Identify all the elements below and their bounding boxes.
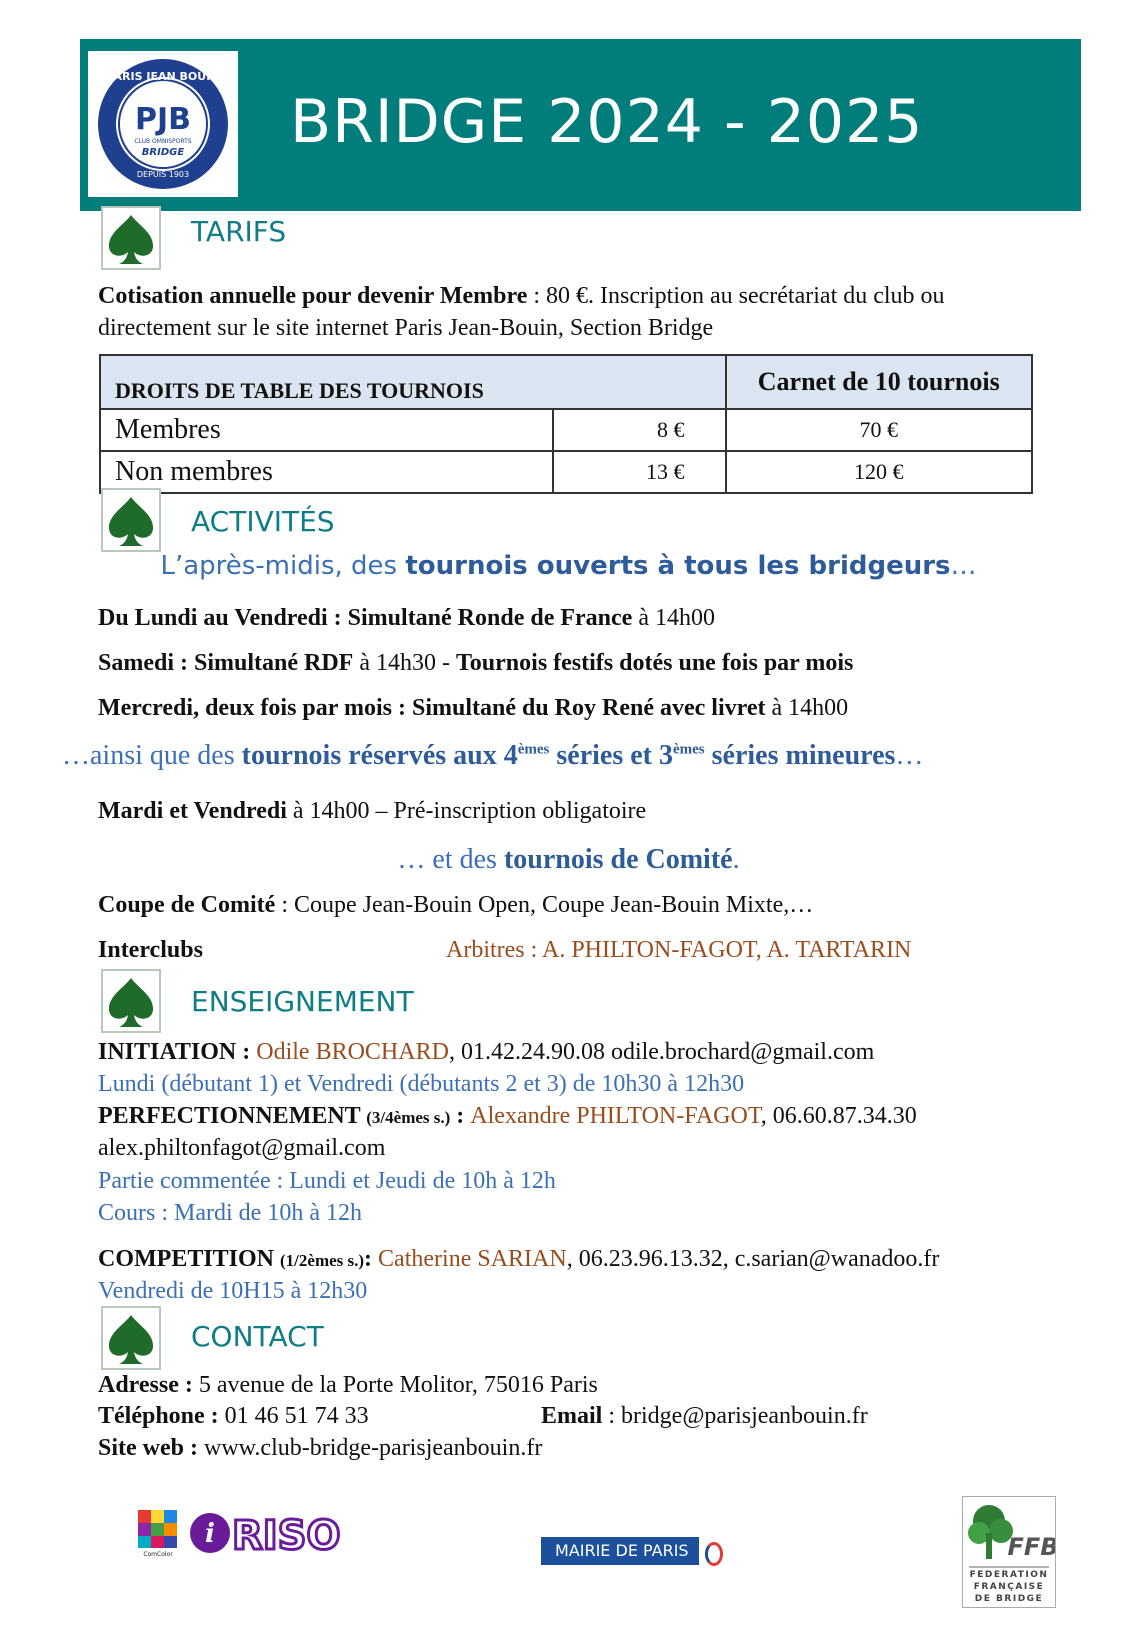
logo-bottom-text: DEPUIS 1903 <box>136 170 190 179</box>
teacher-name: Alexandre PHILTON-FAGOT <box>470 1103 761 1129</box>
contact-phone <box>98 1403 369 1430</box>
logo-sub2: BRIDGE <box>141 147 185 158</box>
section-title-contact: CONTACT <box>191 1320 324 1353</box>
mairie-flag-icon <box>699 1537 721 1565</box>
line-text: à 14h00 <box>632 605 715 631</box>
activites-line5 <box>98 892 813 919</box>
contact-email <box>541 1403 868 1430</box>
teacher-name: Odile BROCHARD <box>256 1039 449 1065</box>
pjb-logo-icon <box>88 51 238 197</box>
table-cell-price: 13 € <box>553 451 725 493</box>
activites-line4 <box>98 798 646 825</box>
tarifs-cotisation-label: Cotisation annuelle pour devenir Membre <box>98 283 528 309</box>
section-title-tarifs: TARIFS <box>191 215 287 248</box>
table-row <box>100 451 1032 493</box>
ffb-label: FFB <box>1007 1533 1055 1561</box>
competition-line <box>98 1246 939 1273</box>
interclubs-label: Interclubs <box>98 937 203 963</box>
line-text: à 14h00 <box>765 695 849 721</box>
svg-text:i: i <box>205 1519 215 1549</box>
club-logo <box>88 51 238 197</box>
line-bold: Tournois festifs dotés une fois par mois <box>456 650 854 676</box>
spade-icon <box>100 1305 162 1371</box>
arbitres-text: Arbitres : A. PHILTON-FAGOT, A. TARTARIN <box>446 937 912 963</box>
ffb-icon <box>963 1497 1055 1607</box>
line-bold: Email <box>541 1403 603 1429</box>
perfectionnement-email: alex.philtonfagot@gmail.com <box>98 1135 386 1161</box>
ffb-line3: DE BRIDGE <box>974 1594 1044 1604</box>
ffb-logo <box>962 1496 1056 1608</box>
table-header-left: DROITS DE TABLE DES TOURNOIS <box>100 355 726 409</box>
perfectionnement-line <box>98 1103 917 1130</box>
line-bold: Du Lundi au Vendredi : Simultané Ronde de France <box>98 605 633 631</box>
section-title-activites: ACTIVITÉS <box>191 505 335 538</box>
comcolor-icon <box>138 1510 178 1558</box>
intro-ellipsis: … <box>950 551 977 581</box>
section-title-enseignement: ENSEIGNEMENT <box>191 985 414 1018</box>
comite-highlight: tournois de Comité <box>503 844 733 875</box>
tarifs-line1 <box>98 283 945 310</box>
level-note: (1/2èmes s.) <box>280 1251 365 1270</box>
line-bold: Mercredi, deux fois par mois : Simultané du Roy René avec livret <box>98 695 766 721</box>
line-text: , 01.42.24.90.08 odile.brochard@gmail.com <box>448 1039 875 1065</box>
table-cell-carnet: 70 € <box>726 409 1033 451</box>
initiation-schedule: Lundi (débutant 1) et Vendredi (débutants 2 et 3) de 10h30 à 12h30 <box>98 1071 745 1097</box>
activites-line3 <box>98 695 848 722</box>
reserved-sup: èmes <box>672 741 705 758</box>
table-cell-label: Membres <box>100 409 553 451</box>
line-bold: Coupe de Comité <box>98 892 276 918</box>
table-header-right: Carnet de 10 tournois <box>726 355 1033 409</box>
header-banner <box>80 39 1081 211</box>
table-header-row <box>100 355 1032 409</box>
comcolor-label: ComColor <box>143 1551 173 1558</box>
reserved-ellipsis: … <box>895 740 924 771</box>
perfectionnement-schedule1: Partie commentée : Lundi et Jeudi de 10h à 12h <box>98 1168 556 1194</box>
website-link[interactable]: www.club-bridge-parisjeanbouin.fr <box>203 1435 543 1461</box>
comite-dot: . <box>732 844 740 875</box>
mairie-label: MAIRIE DE PARIS <box>555 1541 689 1560</box>
activites-comite <box>0 844 1137 876</box>
line-bold: Samedi : Simultané RDF <box>98 650 354 676</box>
reserved-highlight: séries mineures <box>704 740 896 771</box>
riso-logo <box>188 1508 340 1558</box>
contact-website <box>98 1435 542 1462</box>
line-bold: Mardi et Vendredi <box>98 798 287 824</box>
perfectionnement-schedule2: Cours : Mardi de 10h à 12h <box>98 1200 362 1226</box>
teacher-name: Catherine SARIAN <box>378 1246 567 1272</box>
comite-text: … et des <box>397 844 504 875</box>
activites-intro <box>0 551 1137 581</box>
tarifs-table <box>99 354 1033 494</box>
reserved-highlight: tournois réservés aux 4 <box>241 740 518 771</box>
activites-line1 <box>98 605 715 632</box>
riso-label: RISO <box>232 1513 340 1558</box>
riso-icon <box>188 1508 340 1558</box>
spade-icon <box>100 487 162 553</box>
table-cell-label: Non membres <box>100 451 553 493</box>
mairie-logo <box>541 1537 721 1565</box>
comcolor-logo <box>138 1510 178 1558</box>
line-text: , 06.60.87.34.30 <box>760 1103 917 1129</box>
line-bold: Site web : <box>98 1435 204 1461</box>
reserved-text: …ainsi que des <box>62 740 242 771</box>
line-bold: : <box>364 1246 379 1272</box>
line-bold: COMPETITION <box>98 1246 281 1272</box>
reserved-sup: èmes <box>517 741 550 758</box>
line-bold: Téléphone : <box>98 1403 225 1429</box>
email-link[interactable]: : bridge@parisjeanbouin.fr <box>602 1403 868 1429</box>
table-row <box>100 409 1032 451</box>
competition-schedule: Vendredi de 10H15 à 12h30 <box>98 1278 368 1304</box>
contact-address <box>98 1372 598 1399</box>
line-bold: : <box>450 1103 471 1129</box>
level-note: (3/4èmes s.) <box>366 1108 451 1127</box>
logo-monogram: PJB <box>134 102 192 137</box>
line-bold: PERFECTIONNEMENT <box>98 1103 367 1129</box>
intro-text: L’après-midis, des <box>160 551 406 581</box>
tarifs-line2: directement sur le site internet Paris Jean-Bouin, Section Bridge <box>98 315 714 341</box>
spade-icon <box>100 205 162 271</box>
spade-icon <box>100 968 162 1034</box>
logo-sub1: CLUB OMNISPORTS <box>134 138 192 145</box>
intro-highlight: tournois ouverts à tous les bridgeurs <box>405 551 951 581</box>
table-cell-carnet: 120 € <box>726 451 1033 493</box>
line-bold: INITIATION : <box>98 1039 257 1065</box>
ffb-line2: FRANÇAISE <box>973 1582 1045 1592</box>
ffb-line1: FEDERATION <box>969 1570 1049 1580</box>
reserved-highlight: séries et 3 <box>549 740 673 771</box>
tarifs-cotisation-text: : 80 €. Inscription au secrétariat du club ou <box>527 283 945 309</box>
page-title: BRIDGE 2024 - 2025 <box>290 87 924 157</box>
line-text: 5 avenue de la Porte Molitor, 75016 Paris <box>198 1372 598 1398</box>
line-text: : Coupe Jean-Bouin Open, Coupe Jean-Bouin Mixte,… <box>275 892 814 918</box>
line-text: , 06.23.96.13.32, c.sarian@wanadoo.fr <box>566 1246 940 1272</box>
activites-line2 <box>98 650 853 677</box>
initiation-line <box>98 1039 874 1066</box>
logo-top-text: PARIS JEAN BOUIN <box>106 70 220 83</box>
line-text: 01 46 51 74 33 <box>224 1403 369 1429</box>
line-text: à 14h30 - <box>353 650 456 676</box>
line-bold: Adresse : <box>98 1372 199 1398</box>
table-cell-price: 8 € <box>553 409 725 451</box>
activites-reserved <box>62 740 923 772</box>
line-text: à 14h00 – Pré-inscription obligatoire <box>286 798 647 824</box>
